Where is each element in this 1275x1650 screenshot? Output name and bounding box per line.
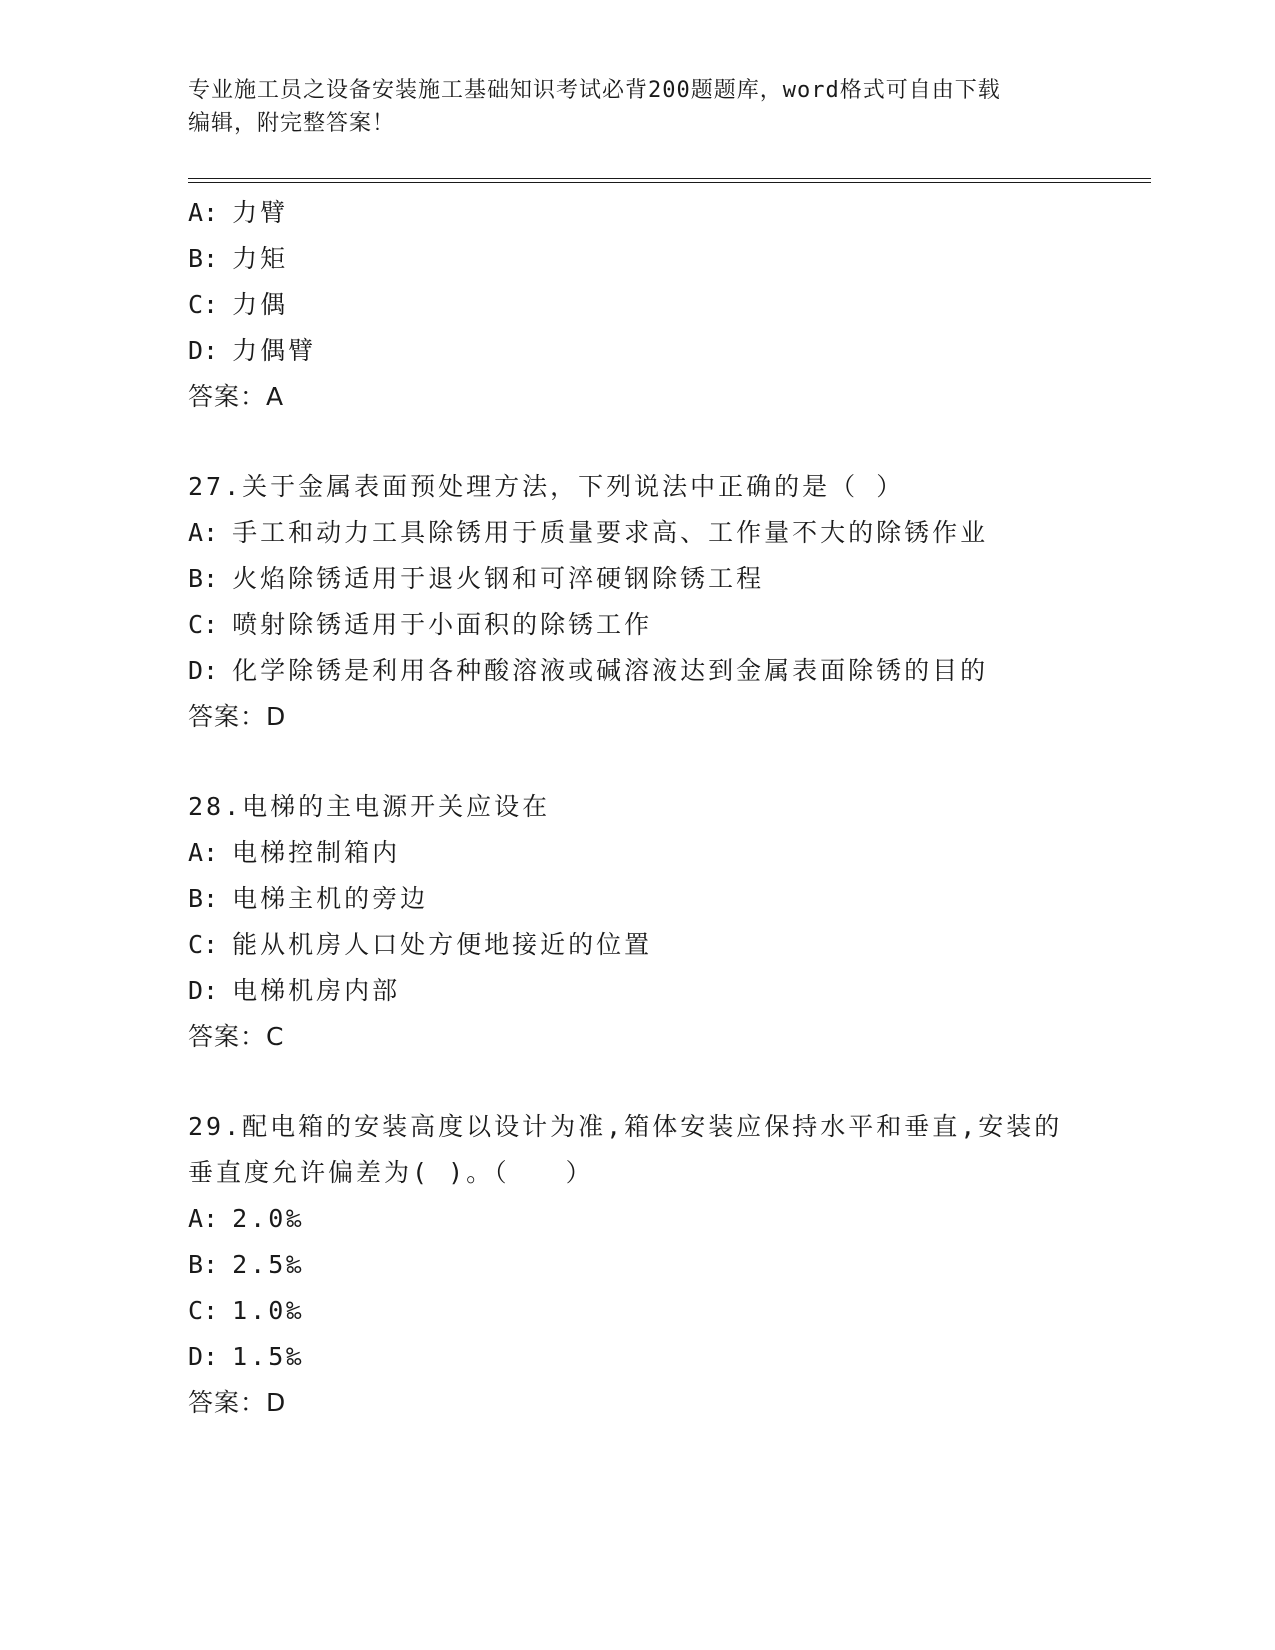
option-c: C: 能从机房人口处方便地接近的位置 <box>188 930 653 959</box>
question-block-28 <box>188 784 1151 1060</box>
document-header <box>188 74 1088 140</box>
answer-line: 答案：A <box>188 382 285 411</box>
document-content <box>188 190 1151 1426</box>
option-b: B: 火焰除锈适用于退火钢和可淬硬钢除锈工程 <box>188 564 765 593</box>
question-text: 27.关于金属表面预处理方法，下列说法中正确的是（ ） <box>188 472 905 501</box>
option-b: B: 电梯主机的旁边 <box>188 884 429 913</box>
header-title-line-1: 专业施工员之设备安装施工基础知识考试必背200题题库，word格式可自由下载 <box>188 78 1001 103</box>
option-d: D: 电梯机房内部 <box>188 976 401 1005</box>
option-c: C: 1.0‰ <box>188 1296 305 1325</box>
option-a: A: 力臂 <box>188 198 289 227</box>
question-block-27 <box>188 464 1151 740</box>
option-c: C: 喷射除锈适用于小面积的除锈工作 <box>188 610 653 639</box>
answer-line: 答案：D <box>188 1388 287 1417</box>
question-block-26 <box>188 190 1151 420</box>
question-text-line-2: 垂直度允许偏差为( )。（ ） <box>188 1158 594 1187</box>
option-a: A: 电梯控制箱内 <box>188 838 401 867</box>
header-title-line-2: 编辑，附完整答案！ <box>188 111 396 136</box>
option-d: D: 力偶臂 <box>188 336 317 365</box>
answer-line: 答案：D <box>188 702 287 731</box>
option-b: B: 2.5‰ <box>188 1250 305 1279</box>
option-a: A: 手工和动力工具除锈用于质量要求高、工作量不大的除锈作业 <box>188 518 989 547</box>
option-d: D: 化学除锈是利用各种酸溶液或碱溶液达到金属表面除锈的目的 <box>188 656 989 685</box>
answer-line: 答案：C <box>188 1022 285 1051</box>
question-text-line-1: 29.配电箱的安装高度以设计为准,箱体安装应保持水平和垂直,安装的 <box>188 1112 1063 1141</box>
option-c: C: 力偶 <box>188 290 289 319</box>
question-block-29 <box>188 1104 1151 1426</box>
question-text: 28.电梯的主电源开关应设在 <box>188 792 551 821</box>
option-b: B: 力矩 <box>188 244 289 273</box>
header-double-rule <box>188 178 1151 183</box>
option-d: D: 1.5‰ <box>188 1342 305 1371</box>
option-a: A: 2.0‰ <box>188 1204 305 1233</box>
